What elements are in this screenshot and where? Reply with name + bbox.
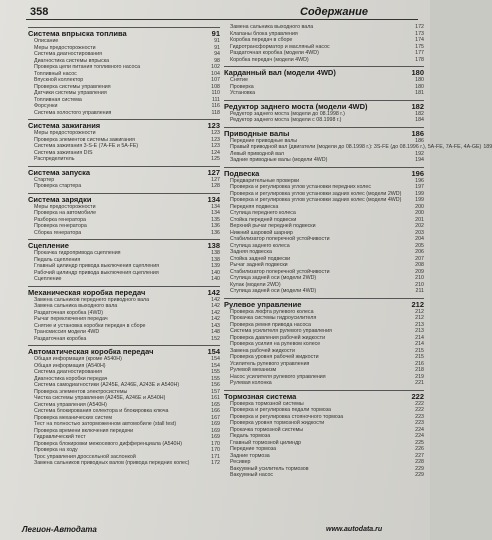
toc-entry [224, 57, 424, 64]
toc-section-heading [28, 166, 220, 177]
toc-entry-title: Проверка на ходу [34, 447, 78, 453]
toc-entry-title: Предварительные проверки [230, 177, 300, 184]
toc-entry-title: Проверка усилия на рулевом колесе [230, 341, 321, 347]
toc-entry-page: 178 [415, 56, 424, 63]
toc-entry-title: Проверка ремня привода насоса [230, 321, 311, 328]
toc-entry-page: 134 [211, 203, 220, 210]
toc-entry-title: Вакуумный насос [230, 472, 274, 478]
toc-section-heading [28, 286, 220, 297]
toc-section-heading [28, 27, 220, 38]
toc-entry-title: Проверка времени включения передачи [34, 427, 134, 434]
toc-section [224, 127, 492, 164]
toc-entry-page: 201 [415, 216, 424, 223]
toc-entry-title: Система блокирования селектора и блокировка ключа [34, 408, 169, 414]
toc-entry-title: Распределитель [34, 156, 75, 162]
toc-entry-title: Проверка генератора [34, 223, 87, 229]
toc-entry-page: 91 [214, 44, 220, 51]
toc-section-heading [224, 298, 424, 309]
toc-entry-page: 227 [415, 452, 424, 459]
toc-entry-page: 140 [211, 276, 220, 282]
toc-entry-page: 209 [415, 268, 424, 275]
toc-entry-title: Стабилизатор поперечной устойчивости [230, 236, 330, 242]
toc-section-page: 142 [207, 287, 220, 297]
toc-entry [28, 336, 220, 343]
toc-entry [224, 157, 424, 164]
toc-entry-page: 170 [211, 440, 220, 447]
toc-entry-page: 152 [211, 335, 220, 342]
toc-entry-title: Ступица задней оси (модели 4WD) [230, 288, 317, 294]
toc-entry [224, 117, 424, 124]
toc-entry-title: Система холостого управления [34, 109, 112, 116]
toc-entry-title: Правый приводной вал (двигатели (модели до 08.1998 г.): 3S-FE (до 08.1996 г.), 5A-FE, 7A-FE, 4A-GE) [230, 144, 482, 150]
toc-entry-title: Кулак (модели 2WD) [230, 281, 281, 288]
toc-entry [224, 288, 424, 295]
toc-entry-page: 222 [415, 407, 424, 413]
toc-entry-title: Прокачка системы гидроусилителя [230, 315, 317, 321]
toc-entry-title: Стабилизатор поперечной устойчивости [230, 268, 330, 275]
toc-entry-page: 154 [211, 362, 220, 369]
toc-entry-title: Замена сальника выходного вала [230, 24, 314, 30]
toc-section [28, 239, 220, 283]
toc-entry-title: Задние тормоза [230, 452, 270, 459]
toc-section-title: Рулевое управление [224, 299, 302, 309]
toc-entry-title: Диагностика коробки передач [34, 375, 108, 382]
toc-entry-page: 175 [415, 43, 424, 50]
toc-entry-title: Меры предосторожности [34, 130, 96, 136]
toc-section-title: Система впрыска топлива [28, 29, 127, 38]
toc-entry-page: 143 [211, 322, 220, 329]
toc-entry-title: Прокачка тормозной системы [230, 426, 304, 433]
toc-entry-page: 138 [211, 250, 220, 256]
toc-entry-page: 180 [415, 83, 424, 90]
toc-entry-title: Система зажигания DIS [34, 149, 93, 156]
toc-entry-page: 94 [214, 51, 220, 57]
toc-entry-title: Сцепление [34, 276, 62, 282]
toc-entry [28, 183, 220, 190]
toc-entry-page: 208 [415, 262, 424, 268]
toc-entry-page: 156 [211, 382, 220, 388]
toc-entry-title: Стартер [34, 176, 55, 183]
toc-entry-title: Описание [34, 38, 59, 44]
toc-entry-page: 204 [415, 236, 424, 242]
toc-entry-title: Рабочий цилиндр привода выключения сцепления [34, 269, 159, 276]
toc-entry-title: Главный цилиндр привода выключения сцепления [34, 263, 160, 269]
toc-entry-page: 123 [211, 136, 220, 143]
toc-entry-page: 202 [415, 223, 424, 229]
toc-entry [28, 110, 220, 117]
toc-entry [28, 276, 220, 283]
toc-section-page: 91 [211, 29, 220, 38]
toc-entry-page: 212 [415, 315, 424, 321]
toc-entry-page: 226 [415, 446, 424, 452]
toc-section-heading [224, 127, 424, 138]
toc-entry-page: 229 [415, 465, 424, 472]
toc-entry-title: Снятие [230, 77, 248, 83]
toc-entry-title: Проверка и регулировка педали тормоза [230, 407, 332, 413]
toc-entry-page: 128 [211, 183, 220, 189]
toc-section-title: Система запуска [28, 167, 91, 177]
toc-entry-title: Проверка давления рабочей жидкости [230, 334, 326, 341]
toc-entry-title: Установка [230, 90, 256, 96]
toc-entry-title: Раздаточная коробка [34, 335, 87, 342]
toc-section [224, 100, 424, 124]
toc-entry [28, 156, 220, 163]
toc-entry-page: 155 [211, 369, 220, 375]
toc-entry-page: 180 [415, 77, 424, 83]
toc-section-page: 138 [207, 241, 220, 250]
toc-entry-page: 221 [415, 380, 424, 386]
toc-entry-title: Задняя подвеска [230, 249, 272, 255]
toc-entry-page: 98 [214, 57, 220, 64]
toc-entry-page: 207 [415, 255, 424, 262]
toc-entry-page: 196 [415, 177, 424, 184]
toc-entry-title: Впускной коллектор [34, 77, 84, 83]
toc-entry-title: Снятие и установка коробки передач в сборе [34, 322, 146, 329]
toc-entry-title: Меры предосторожности [34, 44, 96, 51]
toc-entry-title: Проверка и регулировка углов установки задних колес (модели 2WD) [230, 190, 402, 197]
toc-entry-title: Раздаточная коробка (модели 4WD) [230, 50, 319, 56]
toc-entry-title: Раздаточная коробка (4WD) [34, 309, 104, 316]
toc-entry-title: Система управления (A540H) [34, 401, 107, 408]
toc-entry-title: Левый приводной вал [230, 150, 285, 157]
toc-entry-title: Замена рабочей жидкости [230, 347, 295, 354]
toc-entry-title: Проверка элементов электросистемы [34, 388, 128, 395]
toc-entry-page: 174 [415, 37, 424, 43]
toc-entry-title: Ресивер [230, 459, 251, 465]
toc-entry-title: Чистка системы управления (A245E, A246E и A540H) [34, 395, 166, 401]
toc-entry-page: 224 [415, 426, 424, 433]
toc-entry-title: Клапаны блока управления [230, 30, 298, 37]
toc-entry-page: 172 [415, 24, 424, 30]
toc-section-heading [28, 193, 220, 204]
toc-entry-title: Замена сальников переднего приводного вала [34, 296, 150, 303]
toc-entry-title: Проверка цепи питания топливного насоса [34, 64, 141, 70]
toc-section [224, 390, 424, 479]
toc-entry-page: 108 [211, 83, 220, 90]
toc-entry-page: 214 [415, 341, 424, 347]
toc-entry-title: Передние приводные валы [230, 137, 298, 144]
toc-section-heading [28, 239, 220, 250]
toc-section-page: 196 [411, 168, 424, 178]
page-title: Содержание [300, 6, 368, 18]
toc-entry-title: Коробка передач в сборе [230, 37, 293, 43]
toc-entry-page: 213 [415, 321, 424, 328]
toc-entry-page: 166 [211, 408, 220, 414]
toc-entry-page: 224 [415, 433, 424, 439]
toc-entry-title: Проверка на автомобиле [34, 210, 97, 216]
toc-section-title: Тормозная система [224, 391, 297, 401]
toc-section [224, 167, 424, 295]
toc-entry-title: Проверка системы управления [34, 83, 111, 90]
toc-section-page: 222 [411, 391, 424, 401]
toc-entry-page: 181 [415, 90, 424, 96]
toc-entry-page: 192 [415, 150, 424, 157]
toc-entry-page: 182 [415, 110, 424, 117]
toc-entry-title: Трос управления дроссельной заслонкой [34, 453, 136, 460]
toc-entry-page: 142 [211, 309, 220, 316]
page-number: 358 [30, 6, 49, 18]
toc-section-title: Приводные валы [224, 128, 290, 138]
toc-entry-page: 123 [211, 143, 220, 149]
toc-entry-page: 229 [415, 472, 424, 478]
toc-entry-page: 138 [211, 256, 220, 263]
toc-entry-page: 216 [415, 360, 424, 367]
toc-entry-page: 157 [211, 388, 220, 395]
toc-section-page: 180 [411, 68, 424, 77]
toc-entry-title: Сборка генератора [34, 229, 82, 236]
toc-entry-title: Система диагностирования [34, 369, 102, 375]
toc-section-page: 186 [411, 128, 424, 138]
toc-entry-page: 206 [415, 249, 424, 255]
toc-entry-page: 215 [415, 347, 424, 354]
toc-entry-title: Передние тормоза [230, 446, 277, 452]
toc-entry-title: Система диагностирования [34, 51, 102, 57]
toc-entry-title: Ступица переднего колеса [230, 210, 296, 216]
toc-entry-page: 116 [211, 103, 220, 109]
publisher-name: Легион-Автодата [22, 525, 97, 534]
toc-section-title: Система зажигания [28, 121, 101, 130]
toc-entry-title: Стойка передней подвески [230, 216, 297, 223]
publisher-website: www.autodata.ru [326, 526, 383, 533]
toc-entry-page: 169 [211, 434, 220, 440]
toc-entry-page: 177 [415, 50, 424, 56]
toc-entry-page: 165 [211, 401, 220, 408]
toc-entry-page: 215 [415, 354, 424, 360]
toc-entry-title: Форсунки [34, 103, 58, 109]
toc-section-page: 127 [207, 167, 220, 177]
toc-section-title: Автоматическая коробка передач [28, 347, 154, 356]
toc-entry-title: Рычаг переключения передач [34, 316, 108, 322]
toc-entry-page: 211 [415, 288, 424, 294]
toc-entry-page: 142 [211, 296, 220, 303]
toc-entry-page: 214 [415, 334, 424, 341]
toc-entry-page: 139 [211, 263, 220, 269]
toc-entry-title: Главный тормозной цилиндр [230, 439, 302, 446]
toc-entry-title: Система самодиагностики (A245E, A246E, A243E и A540H) [34, 382, 180, 388]
toc-entry-title: Система усилителя рулевого управления [230, 328, 332, 334]
toc-entry-page: 223 [415, 420, 424, 426]
toc-entry-title: Нижний шаровой шарнир [230, 229, 293, 236]
toc-entry-page: 142 [211, 316, 220, 322]
toc-entry-page: 91 [214, 38, 220, 44]
toc-entry-page: 134 [211, 210, 220, 216]
toc-entry-title: Усилитель рулевого управления [230, 360, 310, 367]
toc-entry [224, 90, 424, 97]
toc-entry-page: 205 [415, 242, 424, 249]
toc-entry-page: 173 [415, 30, 424, 37]
toc-section-title: Карданный вал (модели 4WD) [224, 68, 336, 77]
toc-entry-page: 225 [415, 439, 424, 446]
toc-section-heading [224, 100, 424, 111]
toc-entry-page: 136 [211, 223, 220, 229]
toc-entry [224, 380, 424, 387]
toc-entry-page: 184 [415, 117, 424, 123]
toc-entry-page: 155 [211, 375, 220, 382]
toc-section-page: 154 [207, 347, 220, 356]
toc-entry-title: Проверка стартера [34, 183, 82, 189]
toc-entry-title: Педаль сцепления [34, 256, 81, 263]
toc-entry-title: Верхний рычаг передней подвески [230, 223, 316, 229]
toc-entry-title: Рычаг задней подвески [230, 262, 288, 268]
toc-entry-title: Проверка уровня тормозной жидкости [230, 420, 325, 426]
toc-entry-page: 110 [211, 90, 220, 96]
toc-entry-title: Проверка тормозной системы [230, 400, 304, 407]
toc-entry-page: 223 [415, 413, 424, 420]
toc-entry-title: Ступица заднего колеса [230, 242, 290, 249]
toc-entry-title: Проверка механических систем [34, 414, 113, 421]
toc-entry-page: 200 [415, 210, 424, 216]
toc-entry-title: Диагностика системы впрыска [34, 57, 110, 64]
toc-entry-page: 203 [415, 229, 424, 236]
toc-entry-title: Задние приводные валы (модели 4WD) [230, 157, 328, 163]
toc-entry-title: Меры предосторожности [34, 203, 96, 210]
toc-entry-title: Коробка передач (модели 4WD) [230, 56, 309, 63]
toc-section-title: Механическая коробка передач [28, 287, 146, 297]
toc-entry-title: Вакуумный усилитель тормозов [230, 465, 309, 472]
toc-section-heading [224, 390, 424, 401]
toc-entry-page: 154 [211, 356, 220, 362]
toc-left-column [28, 24, 220, 467]
toc-entry-page: 172 [211, 460, 220, 466]
toc-entry-title: Проверка и регулировка стояночного тормоза [230, 413, 344, 420]
toc-entry-page: 125 [211, 156, 220, 162]
toc-entry-title: Тест на полностью заторможенном автомобиле (stall test) [34, 421, 177, 427]
toc-entry-title: Общая информация (A540H) [34, 362, 106, 369]
toc-entry-page: 102 [211, 64, 220, 70]
toc-entry-page: 200 [415, 203, 424, 210]
toc-entry-title: Рулевой механизм [230, 367, 277, 373]
toc-entry-title: Проверка элементов системы зажигания [34, 136, 135, 143]
toc-entry-title: Гидравлический тест [34, 434, 86, 440]
toc-entry-page: 167 [211, 414, 220, 421]
toc-entry-title: Проверка блокировки межосевого дифференциала (A540H) [34, 440, 183, 447]
toc-entry-page: 194 [415, 157, 424, 163]
toc-section-heading [28, 119, 220, 130]
toc-entry-page: 222 [415, 400, 424, 407]
page-header [0, 6, 430, 20]
toc-entry-page: 107 [211, 77, 220, 83]
toc-entry-page: 213 [415, 328, 424, 334]
toc-entry-title: Трансмиссия модели 4WD [34, 329, 100, 335]
toc-section-title: Сцепление [28, 241, 69, 250]
toc-entry-title: Редуктор заднего моста (модели до 08.1998 г.) [230, 110, 345, 117]
toc-entry-title: Педаль тормоза [230, 433, 271, 439]
toc-entry-page: 199 [415, 197, 424, 203]
toc-entry-page: 169 [211, 427, 220, 434]
toc-section-page: 134 [207, 194, 220, 204]
toc-entry-title: Насос усилителя рулевого управления [230, 373, 326, 380]
toc-entry-page: 136 [211, 229, 220, 236]
toc-entry-title: Стойка задней подвески [230, 255, 291, 262]
toc-entry-title: Топливный насос [34, 70, 77, 77]
toc-entry-page: 127 [211, 176, 220, 183]
toc-entry-title: Замена сальника выходного вала [34, 303, 118, 309]
toc-entry-page: 148 [211, 329, 220, 335]
toc-entry-page: 140 [211, 269, 220, 276]
toc-entry-title: Рулевая колонка [230, 380, 272, 386]
toc-section [28, 193, 220, 237]
toc-entry-page: 111 [211, 96, 220, 103]
toc-entry-title: Датчики системы управления [34, 90, 107, 96]
toc-entry-page: 197 [415, 184, 424, 190]
toc-entry [28, 230, 220, 237]
toc-entry-title: Проверка уровня рабочей жидкости [230, 354, 319, 360]
toc-section [28, 119, 220, 163]
toc-entry-page: 124 [211, 149, 220, 156]
toc-entry-page: 210 [415, 275, 424, 281]
toc-entry-page: 199 [415, 190, 424, 197]
toc-entry-page: 104 [211, 70, 220, 77]
toc-section-page: 212 [411, 299, 424, 309]
toc-entry-title: Разборка генератора [34, 216, 87, 223]
toc-entry-title: Проверка люфта рулевого колеса [230, 308, 314, 315]
toc-entry-title: Топливная система [34, 96, 82, 103]
toc-section [28, 286, 220, 343]
toc-entry [224, 472, 424, 479]
toc-entry-title: Проверка и регулировка углов установки задних колес (модели 4WD) [230, 197, 402, 203]
toc-section [28, 345, 220, 467]
toc-entry-title: Передняя подвеска [230, 203, 279, 210]
toc-section [224, 66, 424, 97]
toc-section-title: Система зарядки [28, 194, 92, 204]
toc-entry-title: Замена сальников приводных валов (привода передних колес) [34, 460, 190, 466]
toc-section [224, 298, 424, 387]
toc-section-heading [28, 345, 220, 356]
toc-entry-page: 118 [211, 109, 220, 116]
toc-entry-title: Редуктор заднего моста (модели с 08.1998 г.) [230, 117, 342, 123]
toc-entry-page: 228 [415, 459, 424, 465]
toc-entry-page: 171 [211, 453, 220, 460]
toc-entry-page: 219 [415, 373, 424, 380]
toc-entry-page: 170 [211, 447, 220, 453]
toc-section-page: 182 [411, 101, 424, 111]
toc-entry [28, 460, 220, 467]
toc-entry-page: 212 [415, 308, 424, 315]
toc-entry-page: 186 [415, 137, 424, 144]
toc-section-heading [224, 167, 424, 178]
toc-section-page: 123 [207, 121, 220, 130]
toc-entry-page: 142 [211, 303, 220, 309]
toc-entry-page: 218 [415, 367, 424, 373]
toc-entry-title: Проверка и регулировка углов установки передних колес [230, 184, 371, 190]
toc-entry-page: 189 [483, 144, 492, 150]
toc-entry-title: Общая информация (кроме A540H) [34, 356, 122, 362]
toc-section-title: Подвеска [224, 168, 260, 178]
toc-entry-title: Система зажигания 3-S-E (7A-FE и 5A-FE) [34, 143, 139, 149]
toc-entry-page: 169 [211, 421, 220, 427]
toc-entry-title: Проверка [230, 83, 254, 90]
header-divider [26, 19, 418, 20]
toc-entry-page: 135 [211, 216, 220, 223]
toc-right-column [224, 24, 492, 479]
toc-section [28, 27, 220, 116]
toc-section-heading [224, 66, 424, 77]
toc-entry-title: Прокачка гидропривода сцепления [34, 250, 121, 256]
toc-section [28, 166, 220, 190]
toc-entry-page: 161 [211, 395, 220, 401]
toc-entry-page: 210 [415, 281, 424, 288]
toc-entry-title: Ступица задней оси (модели 2WD) [230, 275, 317, 281]
toc-section-title: Редуктор заднего моста (модели 4WD) [224, 101, 368, 111]
toc-entry-page: 123 [211, 130, 220, 136]
toc-entry-title: Гидротрансформатор и масляный насос [230, 43, 330, 50]
